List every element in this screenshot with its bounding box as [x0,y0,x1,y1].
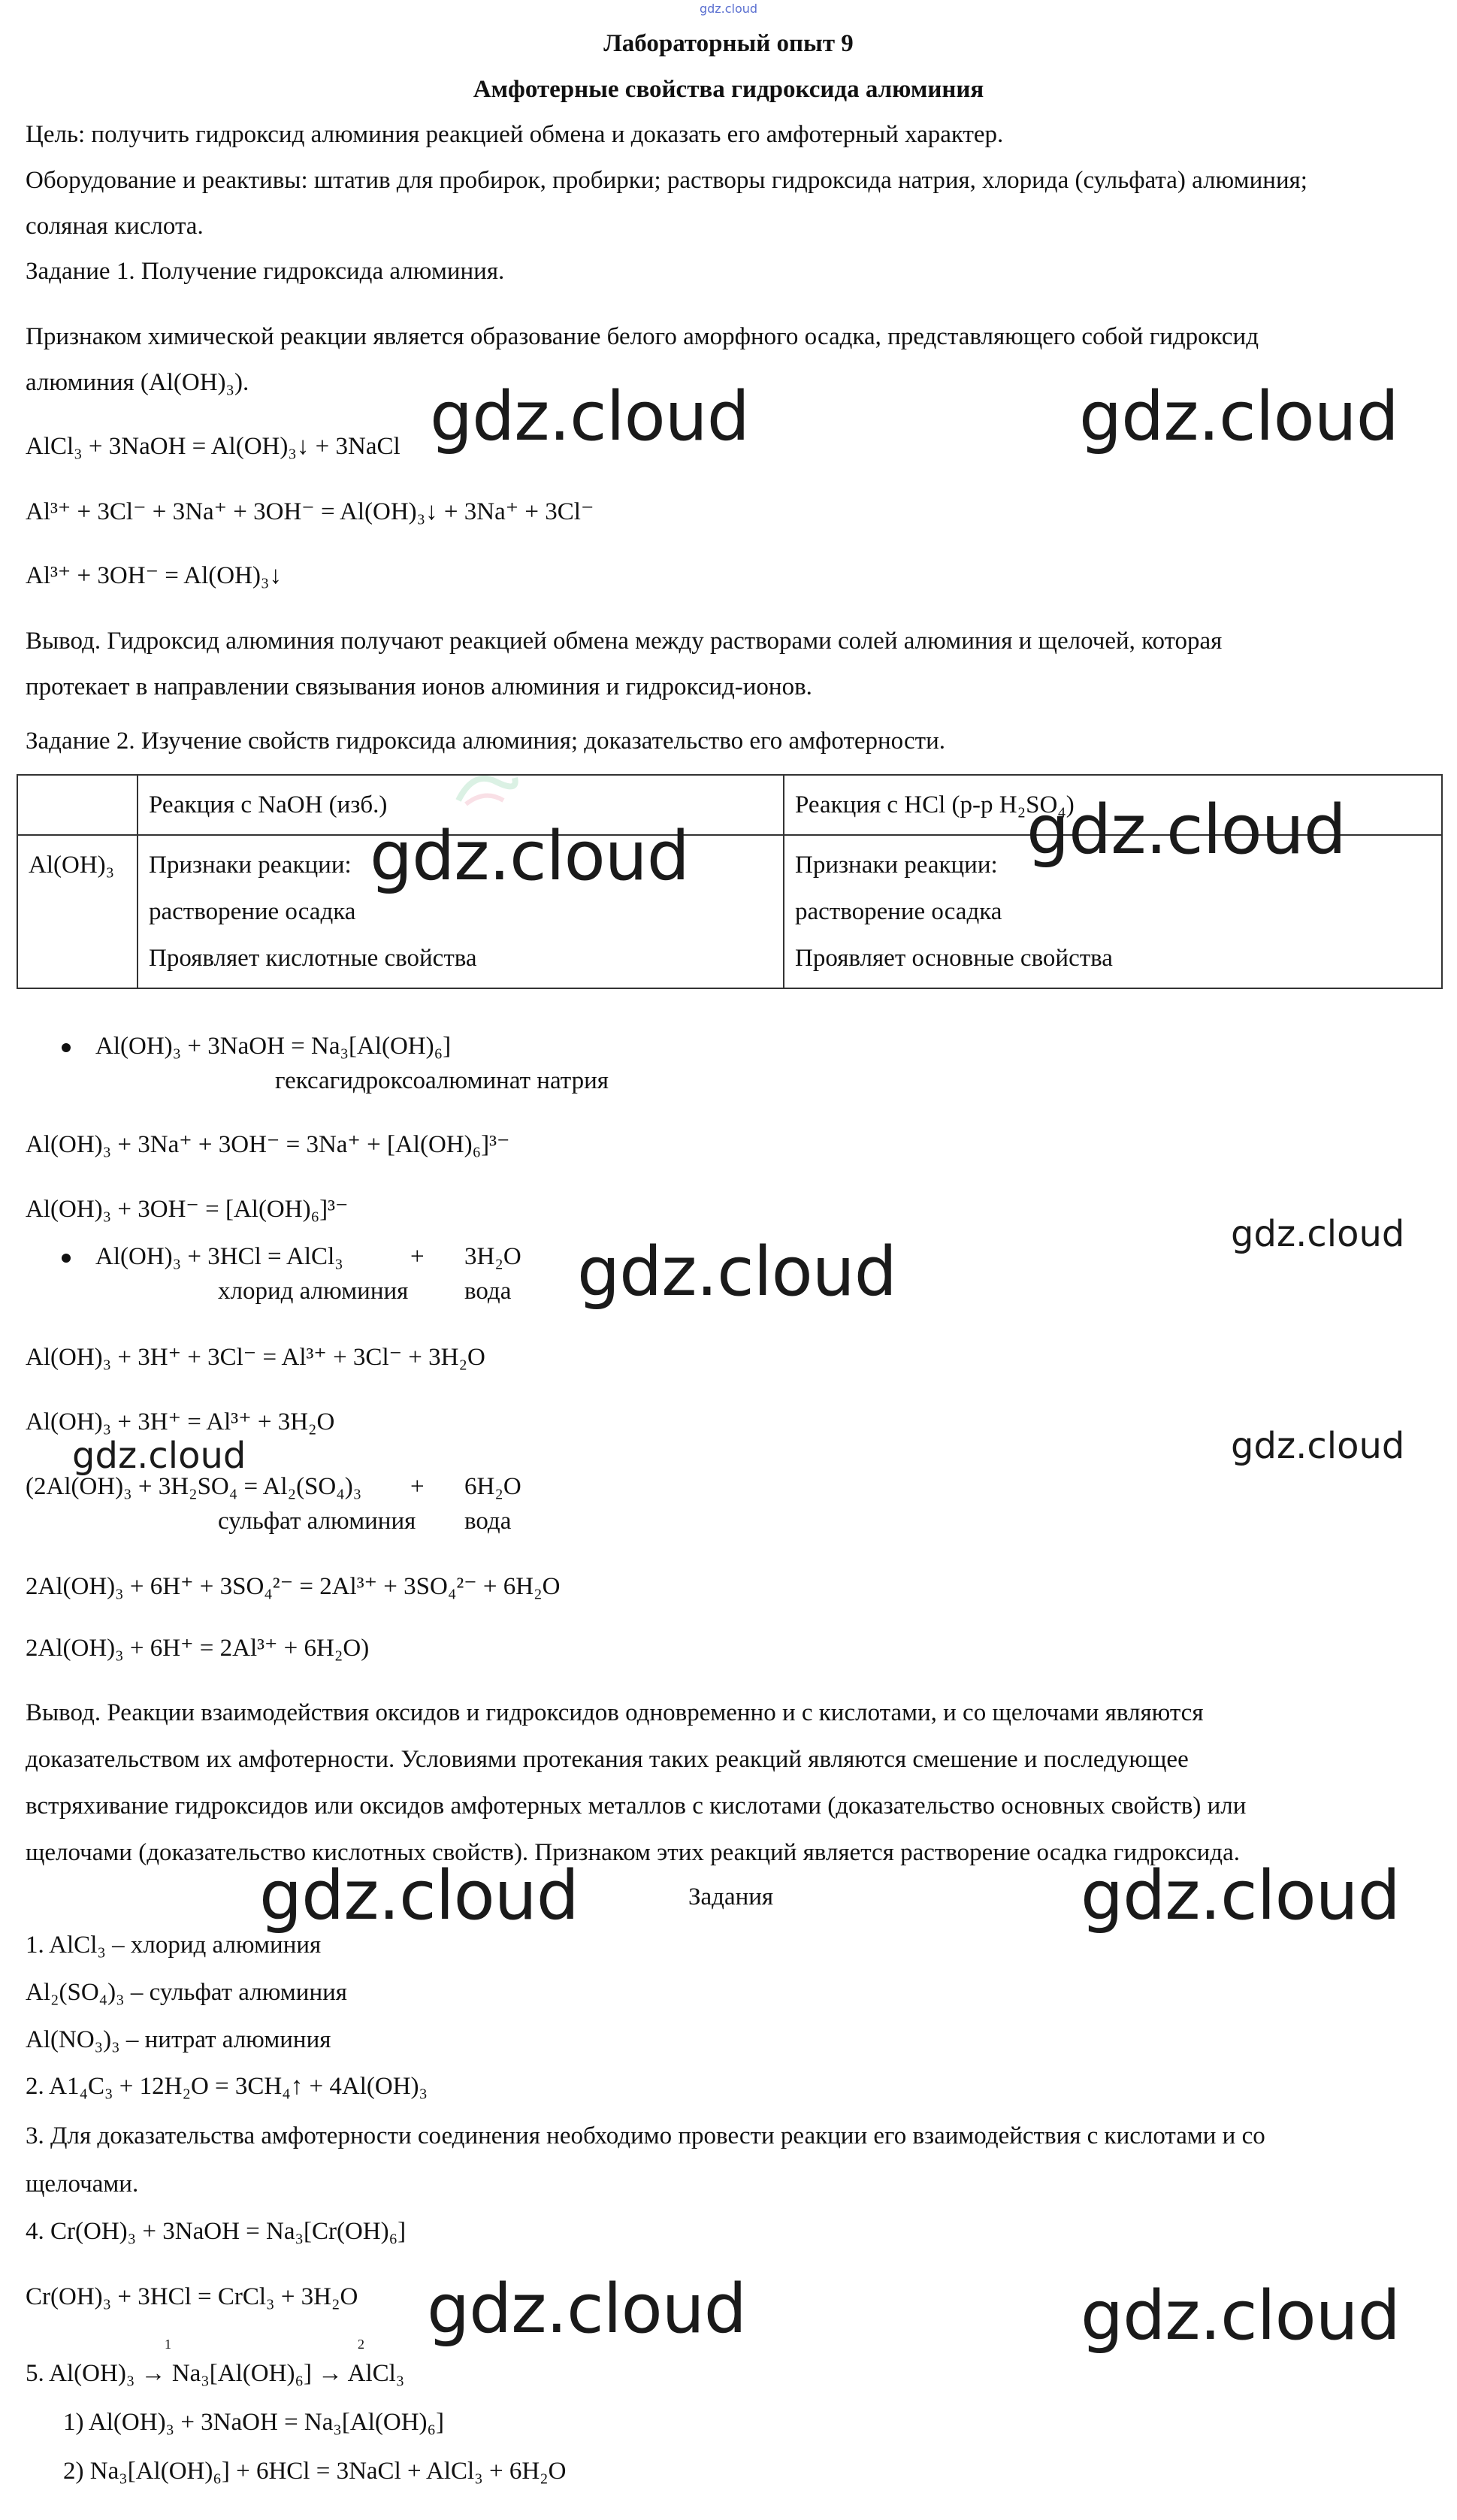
watermark: gdz.cloud [1231,1213,1405,1255]
watermark: gdz.cloud [577,1233,896,1311]
conclusion2-line-1: Вывод. Реакции взаимодействия оксидов и гидроксидов одновременно и с кислотами, и со щелочами являются [26,1699,1204,1726]
table-cell-empty [17,775,138,835]
reaction3-molecular: (2Al(OH)₃ + 3H₂SO₄ = Al₂(SO₄)₃ [26,1473,362,1500]
task-4a: 4. Cr(OH)₃ + 3NaOH = Na₃[Cr(OH)₆] [26,2218,407,2245]
sign-text-line-2: алюминия (Al(OH)₃). [26,369,249,396]
task-1b: Al₂(SO₄)₃ – сульфат алюминия [26,1979,347,2006]
tasks-heading: Задания [688,1883,774,1910]
task-5-step-1: 1) Al(OH)₃ + 3NaOH = Na₃[Al(OH)₆] [63,2409,445,2436]
watermark: gdz.cloud [370,817,689,896]
cell-line: растворение осадка [795,898,1002,925]
task-4b: Cr(OH)₃ + 3HCl = CrCl₃ + 3H₂O [26,2283,358,2310]
task-3-line-1: 3. Для доказательства амфотерности соединения необходимо провести реакции его взаимодействия с кислотами и со [26,2122,1265,2149]
arrow-label-2: 2 [358,2337,364,2352]
cell-line: Признаки реакции: [795,852,998,879]
reaction3-ionic-full: 2Al(OH)₃ + 6H⁺ + 3SO₄²⁻ = 2Al³⁺ + 3SO₄²⁻ + 6H₂O [26,1573,561,1600]
table-header-hcl: Реакция с HCl (р-р H₂SO₄) [784,775,1442,835]
task2-heading: Задание 2. Изучение свойств гидроксида алюминия; доказательство его амфотерности. [26,728,945,755]
conclusion1-line-1: Вывод. Гидроксид алюминия получают реакцией обмена между растворами солей алюминия и щелочей, которая [26,628,1223,655]
reaction2-plus: + [410,1243,425,1270]
watermark: gdz.cloud [1079,377,1398,456]
watermark: gdz.cloud [72,1435,246,1477]
task1-heading: Задание 1. Получение гидроксида алюминия. [26,258,505,285]
reaction2-water: 3H₂O [464,1243,521,1270]
task-5-step-2: 2) Na₃[Al(OH)₆] + 6HCl = 3NaCl + AlCl₃ + 6H₂O [63,2458,567,2485]
task-3-line-2: щелочами. [26,2171,139,2198]
reaction2-molecular: Al(OH)₃ + 3HCl = AlCl₃ [95,1243,343,1270]
task-5: 5. Al(OH)₃ → Na₃[Al(OH)₆] → AlCl₃ [26,2360,405,2387]
task-1a: 1. AlCl₃ – хлорид алюминия [26,1932,322,1959]
reaction3-water-name: вода [464,1508,512,1535]
sign-text-line-1: Признаком химической реакции является образование белого аморфного осадка, представляющего собой гидроксид [26,323,1259,350]
watermark: gdz.cloud [1231,1425,1405,1467]
reaction1-ionic-short: Al(OH)₃ + 3OH⁻ = [Al(OH)₆]³⁻ [26,1196,349,1223]
bullet-icon [62,1043,71,1052]
equation-ionic-full: Al³⁺ + 3Cl⁻ + 3Na⁺ + 3OH⁻ = Al(OH)₃↓ + 3Na⁺ + 3Cl⁻ [26,498,594,525]
reaction2-product-name: хлорид алюминия [218,1278,409,1305]
cell-line: Признаки реакции: [149,852,352,879]
table-header-naoh: Реакция с NaOH (изб.) [138,775,784,835]
cell-line: растворение осадка [149,898,356,925]
conclusion2-line-3: встряхивание гидроксидов или оксидов амфотерных металлов с кислотами (доказательство основных свойств) или [26,1792,1247,1820]
equipment-line-2: соляная кислота. [26,213,204,240]
equipment-line-1: Оборудование и реактивы: штатив для пробирок, пробирки; растворы гидроксида натрия, хлорида (сульфата) алюминия; [26,167,1307,194]
reaction2-ionic-short: Al(OH)₃ + 3H⁺ = Al³⁺ + 3H₂O [26,1408,335,1435]
page-subtitle: Амфотерные свойства гидроксида алюминия [473,76,984,103]
conclusion1-line-2: протекает в направлении связывания ионов алюминия и гидроксид-ионов. [26,673,812,700]
watermark: gdz.cloud [259,1856,579,1935]
watermark: gdz.cloud [430,377,749,456]
reaction3-plus: + [410,1473,425,1500]
cell-line: Проявляет основные свойства [795,945,1113,972]
task-1c: Al(NO₃)₃ – нитрат алюминия [26,2026,331,2053]
equation-ionic-short: Al³⁺ + 3OH⁻ = Al(OH)₃↓ [26,562,282,589]
watermark: gdz.cloud [427,2270,746,2349]
reaction3-water: 6H₂O [464,1473,521,1500]
bullet-icon [62,1254,71,1263]
arrow-label-1: 1 [165,2337,171,2352]
page-title: Лабораторный опыт 9 [603,30,854,57]
conclusion2-line-4: щелочами (доказательство кислотных свойств). Признаком этих реакций является растворение осадка гидроксида. [26,1839,1240,1866]
site-mark: gdz.cloud [699,2,758,16]
reaction2-ionic-full: Al(OH)₃ + 3H⁺ + 3Cl⁻ = Al³⁺ + 3Cl⁻ + 3H₂O [26,1344,485,1371]
reaction3-ionic-short: 2Al(OH)₃ + 6H⁺ = 2Al³⁺ + 6H₂O) [26,1635,370,1662]
conclusion2-line-2: доказательством их амфотерности. Условиями протекания таких реакций являются смешение и последующее [26,1746,1189,1773]
watermark: gdz.cloud [1026,791,1346,870]
equation-molecular: AlCl₃ + 3NaOH = Al(OH)₃↓ + 3NaCl [26,433,401,460]
cell-line: Проявляет кислотные свойства [149,945,477,972]
goal-text: Цель: получить гидроксид алюминия реакцией обмена и доказать его амфотерный характер. [26,121,1004,148]
reaction3-product-name: сульфат алюминия [218,1508,416,1535]
table-row-label: Al(OH)₃ [17,835,138,988]
task-2: 2. A1₄C₃ + 12H₂O = 3CH₄↑ + 4Al(OH)₃ [26,2073,428,2100]
reaction1-product-name: гексагидроксоалюминат натрия [275,1067,609,1094]
reaction1-ionic-full: Al(OH)₃ + 3Na⁺ + 3OH⁻ = 3Na⁺ + [Al(OH)₆]³⁻ [26,1131,510,1158]
reaction1-molecular: Al(OH)₃ + 3NaOH = Na₃[Al(OH)₆] [95,1033,452,1060]
reaction2-water-name: вода [464,1278,512,1305]
watermark: gdz.cloud [1081,1856,1400,1935]
watermark: gdz.cloud [1081,2276,1400,2355]
